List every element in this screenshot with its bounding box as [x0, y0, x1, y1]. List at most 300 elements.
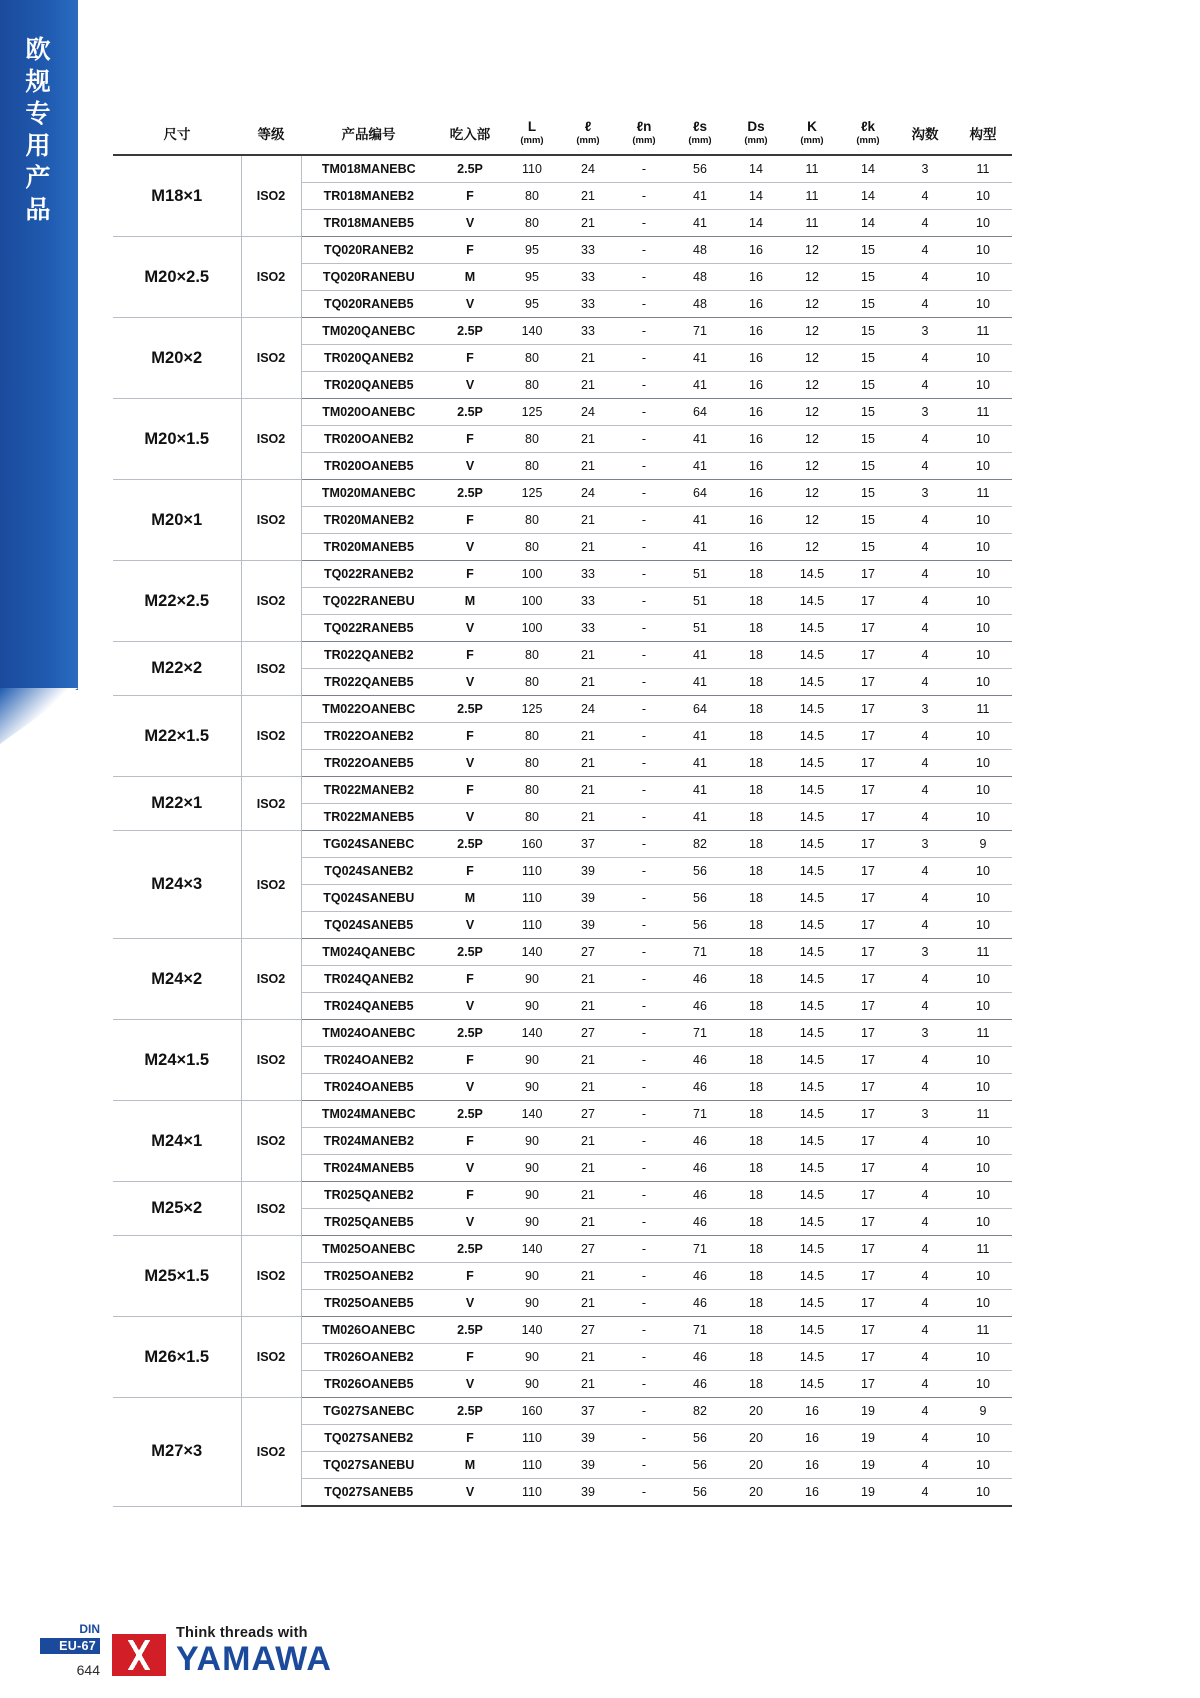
cell-value: -: [616, 183, 672, 210]
cell-chamfer: V: [436, 1074, 504, 1101]
cell-value: 110: [504, 885, 560, 912]
cell-value: 10: [954, 777, 1012, 804]
cell-value: 56: [672, 1479, 728, 1507]
table-header-cell: [616, 112, 672, 155]
cell-chamfer: M: [436, 1452, 504, 1479]
cell-value: 10: [954, 858, 1012, 885]
cell-value: 3: [896, 480, 954, 507]
cell-value: 10: [954, 1128, 1012, 1155]
cell-product-code: TQ022RANEB5: [301, 615, 436, 642]
cell-value: 14.5: [784, 993, 840, 1020]
cell-value: 17: [840, 858, 896, 885]
table-row[interactable]: [113, 1182, 1012, 1209]
cell-value: 14.5: [784, 723, 840, 750]
cell-value: 4: [896, 777, 954, 804]
cell-value: 10: [954, 885, 1012, 912]
cell-grade: ISO2: [241, 642, 301, 696]
cell-value: 10: [954, 1479, 1012, 1507]
cell-chamfer: V: [436, 372, 504, 399]
section-tab-char: 专: [25, 100, 53, 128]
cell-chamfer: M: [436, 588, 504, 615]
cell-value: -: [616, 777, 672, 804]
cell-value: 4: [896, 669, 954, 696]
cell-value: 46: [672, 1182, 728, 1209]
cell-value: 46: [672, 993, 728, 1020]
cell-value: 41: [672, 804, 728, 831]
cell-value: 110: [504, 1479, 560, 1507]
table-row[interactable]: [113, 1236, 1012, 1263]
cell-value: 14.5: [784, 777, 840, 804]
cell-value: 17: [840, 966, 896, 993]
cell-value: 21: [560, 1344, 616, 1371]
cell-value: 11: [954, 939, 1012, 966]
cell-value: 21: [560, 1371, 616, 1398]
cell-value: 46: [672, 1371, 728, 1398]
cell-value: 39: [560, 858, 616, 885]
cell-value: -: [616, 1020, 672, 1047]
cell-value: 27: [560, 939, 616, 966]
cell-value: 33: [560, 264, 616, 291]
cell-value: 27: [560, 1236, 616, 1263]
cell-value: 71: [672, 1020, 728, 1047]
cell-chamfer: F: [436, 1425, 504, 1452]
cell-product-code: TQ024SANEBU: [301, 885, 436, 912]
cell-value: 12: [784, 318, 840, 345]
cell-value: -: [616, 1074, 672, 1101]
cell-value: 12: [784, 399, 840, 426]
cell-value: 100: [504, 588, 560, 615]
cell-value: 18: [728, 723, 784, 750]
cell-value: 17: [840, 642, 896, 669]
cell-value: -: [616, 588, 672, 615]
table-row[interactable]: [113, 1101, 1012, 1128]
cell-value: 3: [896, 155, 954, 183]
cell-grade: ISO2: [241, 480, 301, 561]
cell-value: 14.5: [784, 588, 840, 615]
cell-value: 18: [728, 1236, 784, 1263]
cell-size: M22×1.5: [113, 696, 241, 777]
cell-chamfer: V: [436, 291, 504, 318]
cell-value: 18: [728, 939, 784, 966]
cell-value: 17: [840, 669, 896, 696]
cell-value: 4: [896, 1263, 954, 1290]
cell-chamfer: V: [436, 534, 504, 561]
cell-value: 21: [560, 669, 616, 696]
cell-value: 10: [954, 561, 1012, 588]
cell-product-code: TM026OANEBC: [301, 1317, 436, 1344]
table-header-cell: [840, 112, 896, 155]
spec-table-wrapper: [113, 112, 1003, 1507]
cell-value: 15: [840, 453, 896, 480]
cell-grade: ISO2: [241, 1236, 301, 1317]
cell-chamfer: F: [436, 1182, 504, 1209]
section-tab: [0, 0, 78, 690]
cell-value: 11: [784, 210, 840, 237]
header-label: ℓ: [584, 119, 592, 134]
cell-value: 27: [560, 1020, 616, 1047]
cell-value: -: [616, 1209, 672, 1236]
cell-value: -: [616, 1236, 672, 1263]
cell-value: 71: [672, 318, 728, 345]
cell-value: 11: [954, 696, 1012, 723]
cell-value: 33: [560, 588, 616, 615]
cell-size: M24×1.5: [113, 1020, 241, 1101]
cell-value: 21: [560, 1047, 616, 1074]
cell-value: 24: [560, 399, 616, 426]
table-row[interactable]: [113, 237, 1012, 264]
table-row[interactable]: [113, 696, 1012, 723]
page-number: 644: [76, 1662, 100, 1678]
cell-value: 21: [560, 777, 616, 804]
table-row[interactable]: [113, 561, 1012, 588]
cell-value: 15: [840, 318, 896, 345]
cell-value: 10: [954, 1263, 1012, 1290]
cell-value: 14.5: [784, 1020, 840, 1047]
header-unit: (mm): [632, 135, 656, 146]
cell-value: 14.5: [784, 1101, 840, 1128]
cell-value: 21: [560, 210, 616, 237]
cell-value: -: [616, 831, 672, 858]
table-row[interactable]: [113, 777, 1012, 804]
cell-value: 18: [728, 912, 784, 939]
cell-product-code: TM024OANEBC: [301, 1020, 436, 1047]
cell-value: 80: [504, 750, 560, 777]
cell-size: M22×2: [113, 642, 241, 696]
cell-value: 18: [728, 858, 784, 885]
spec-table-head: [113, 112, 1012, 155]
cell-value: 41: [672, 210, 728, 237]
cell-value: 3: [896, 939, 954, 966]
cell-size: M25×2: [113, 1182, 241, 1236]
cell-product-code: TR024QANEB2: [301, 966, 436, 993]
cell-value: 20: [728, 1398, 784, 1425]
cell-chamfer: F: [436, 1128, 504, 1155]
brand-name: YAMAWA: [176, 1640, 332, 1678]
cell-value: 18: [728, 1209, 784, 1236]
cell-value: 37: [560, 831, 616, 858]
cell-value: 12: [784, 264, 840, 291]
table-row[interactable]: [113, 318, 1012, 345]
cell-value: 17: [840, 1371, 896, 1398]
cell-chamfer: F: [436, 561, 504, 588]
header-label: 尺寸: [163, 126, 191, 142]
cell-grade: ISO2: [241, 939, 301, 1020]
cell-value: 80: [504, 669, 560, 696]
cell-chamfer: 2.5P: [436, 1020, 504, 1047]
cell-chamfer: V: [436, 210, 504, 237]
cell-value: 160: [504, 831, 560, 858]
cell-value: -: [616, 480, 672, 507]
cell-value: 4: [896, 210, 954, 237]
cell-value: 41: [672, 669, 728, 696]
cell-value: 21: [560, 507, 616, 534]
cell-chamfer: F: [436, 642, 504, 669]
cell-value: 33: [560, 615, 616, 642]
cell-chamfer: F: [436, 777, 504, 804]
cell-value: 15: [840, 426, 896, 453]
cell-value: 18: [728, 1074, 784, 1101]
cell-chamfer: 2.5P: [436, 939, 504, 966]
cell-value: 21: [560, 426, 616, 453]
brand-text: [176, 1626, 332, 1677]
cell-value: 21: [560, 345, 616, 372]
cell-value: 51: [672, 561, 728, 588]
cell-value: -: [616, 750, 672, 777]
cell-product-code: TR018MANEB5: [301, 210, 436, 237]
cell-value: -: [616, 1398, 672, 1425]
cell-chamfer: V: [436, 804, 504, 831]
cell-value: 71: [672, 1236, 728, 1263]
cell-grade: ISO2: [241, 399, 301, 480]
cell-value: 4: [896, 1209, 954, 1236]
cell-product-code: TR024MANEB2: [301, 1128, 436, 1155]
cell-value: 140: [504, 318, 560, 345]
header-label: 吃入部: [449, 126, 491, 142]
cell-chamfer: 2.5P: [436, 1236, 504, 1263]
cell-value: 14: [728, 155, 784, 183]
cell-value: 4: [896, 264, 954, 291]
cell-value: 17: [840, 561, 896, 588]
cell-value: 48: [672, 237, 728, 264]
cell-value: 90: [504, 1209, 560, 1236]
cell-value: 17: [840, 588, 896, 615]
cell-value: 46: [672, 1263, 728, 1290]
cell-value: 14: [840, 183, 896, 210]
cell-value: 16: [728, 453, 784, 480]
cell-value: 17: [840, 696, 896, 723]
table-row[interactable]: [113, 642, 1012, 669]
cell-value: -: [616, 426, 672, 453]
cell-value: -: [616, 1290, 672, 1317]
cell-value: 3: [896, 1020, 954, 1047]
cell-value: 17: [840, 777, 896, 804]
cell-value: 14.5: [784, 669, 840, 696]
cell-product-code: TQ024SANEB5: [301, 912, 436, 939]
cell-value: 64: [672, 696, 728, 723]
cell-value: 21: [560, 1209, 616, 1236]
header-unit: (mm): [688, 135, 712, 146]
cell-product-code: TG024SANEBC: [301, 831, 436, 858]
cell-product-code: TM022OANEBC: [301, 696, 436, 723]
cell-value: 11: [784, 183, 840, 210]
cell-chamfer: V: [436, 993, 504, 1020]
cell-value: 4: [896, 1452, 954, 1479]
cell-value: 46: [672, 1155, 728, 1182]
cell-value: 10: [954, 912, 1012, 939]
cell-value: 18: [728, 750, 784, 777]
cell-value: 4: [896, 426, 954, 453]
cell-value: 12: [784, 534, 840, 561]
cell-value: 14.5: [784, 1290, 840, 1317]
cell-value: 21: [560, 642, 616, 669]
cell-value: 21: [560, 183, 616, 210]
header-label: Ds: [747, 119, 765, 134]
cell-value: 4: [896, 1317, 954, 1344]
cell-value: 3: [896, 831, 954, 858]
cell-value: -: [616, 696, 672, 723]
cell-value: -: [616, 1344, 672, 1371]
cell-value: 14.5: [784, 696, 840, 723]
cell-value: 39: [560, 1425, 616, 1452]
cell-value: 10: [954, 534, 1012, 561]
table-row[interactable]: [113, 155, 1012, 183]
table-row[interactable]: [113, 939, 1012, 966]
cell-value: 3: [896, 696, 954, 723]
cell-value: 16: [728, 318, 784, 345]
cell-value: 14.5: [784, 1047, 840, 1074]
cell-value: -: [616, 345, 672, 372]
cell-product-code: TR026OANEB5: [301, 1371, 436, 1398]
cell-value: 19: [840, 1452, 896, 1479]
cell-value: 71: [672, 1101, 728, 1128]
cell-value: -: [616, 534, 672, 561]
standard-badge: [40, 1623, 100, 1654]
table-row[interactable]: [113, 1398, 1012, 1425]
cell-value: 16: [728, 534, 784, 561]
cell-value: 33: [560, 237, 616, 264]
cell-value: -: [616, 804, 672, 831]
cell-chamfer: V: [436, 669, 504, 696]
cell-value: -: [616, 1101, 672, 1128]
cell-value: 110: [504, 1425, 560, 1452]
cell-value: 4: [896, 1155, 954, 1182]
cell-chamfer: F: [436, 1263, 504, 1290]
cell-size: M25×1.5: [113, 1236, 241, 1317]
header-label: ℓn: [636, 119, 652, 134]
cell-product-code: TM018MANEBC: [301, 155, 436, 183]
cell-value: 41: [672, 750, 728, 777]
cell-value: 4: [896, 588, 954, 615]
cell-value: 90: [504, 1128, 560, 1155]
cell-value: 17: [840, 1290, 896, 1317]
cell-value: 14.5: [784, 885, 840, 912]
cell-value: 15: [840, 507, 896, 534]
cell-value: 14.5: [784, 831, 840, 858]
cell-value: 14: [840, 210, 896, 237]
cell-value: -: [616, 1479, 672, 1507]
cell-grade: ISO2: [241, 777, 301, 831]
cell-value: 24: [560, 480, 616, 507]
cell-value: 16: [728, 426, 784, 453]
cell-grade: ISO2: [241, 318, 301, 399]
cell-value: 90: [504, 1155, 560, 1182]
cell-product-code: TR025OANEB5: [301, 1290, 436, 1317]
cell-size: M24×2: [113, 939, 241, 1020]
cell-value: 10: [954, 237, 1012, 264]
cell-chamfer: F: [436, 345, 504, 372]
cell-product-code: TR025QANEB2: [301, 1182, 436, 1209]
cell-value: 20: [728, 1479, 784, 1507]
cell-value: 80: [504, 426, 560, 453]
cell-value: 39: [560, 1452, 616, 1479]
cell-value: 10: [954, 291, 1012, 318]
cell-value: 11: [954, 399, 1012, 426]
cell-value: 95: [504, 264, 560, 291]
cell-size: M20×2: [113, 318, 241, 399]
standard-name: DIN: [40, 1623, 100, 1637]
cell-product-code: TQ022RANEB2: [301, 561, 436, 588]
cell-value: 27: [560, 1101, 616, 1128]
cell-value: 90: [504, 1263, 560, 1290]
cell-value: -: [616, 1317, 672, 1344]
cell-value: 10: [954, 669, 1012, 696]
cell-value: 18: [728, 1020, 784, 1047]
cell-product-code: TQ027SANEB2: [301, 1425, 436, 1452]
cell-product-code: TR024QANEB5: [301, 993, 436, 1020]
spec-table: [113, 112, 1012, 1507]
cell-value: 90: [504, 1182, 560, 1209]
cell-value: 80: [504, 804, 560, 831]
header-label: ℓs: [692, 119, 708, 134]
cell-value: 10: [954, 750, 1012, 777]
cell-product-code: TQ020RANEB2: [301, 237, 436, 264]
cell-value: 14.5: [784, 912, 840, 939]
section-tab-char: 品: [25, 196, 53, 224]
cell-value: 82: [672, 831, 728, 858]
cell-value: 12: [784, 426, 840, 453]
cell-value: -: [616, 912, 672, 939]
table-row[interactable]: [113, 1020, 1012, 1047]
cell-value: 16: [728, 399, 784, 426]
cell-value: -: [616, 1452, 672, 1479]
header-label: 产品编号: [341, 126, 396, 142]
cell-grade: ISO2: [241, 696, 301, 777]
cell-value: 14.5: [784, 1236, 840, 1263]
cell-value: 15: [840, 372, 896, 399]
header-label: 构型: [969, 126, 997, 142]
cell-value: 17: [840, 912, 896, 939]
cell-value: -: [616, 1425, 672, 1452]
table-row[interactable]: [113, 831, 1012, 858]
header-unit: (mm): [800, 135, 824, 146]
cell-value: 10: [954, 1452, 1012, 1479]
cell-value: 4: [896, 1074, 954, 1101]
table-header-cell: [301, 112, 436, 155]
section-tab-char: 产: [25, 164, 53, 192]
cell-chamfer: F: [436, 723, 504, 750]
cell-value: 71: [672, 1317, 728, 1344]
cell-value: 21: [560, 1182, 616, 1209]
cell-value: 17: [840, 1128, 896, 1155]
cell-value: 10: [954, 966, 1012, 993]
cell-product-code: TR022QANEB5: [301, 669, 436, 696]
cell-value: -: [616, 264, 672, 291]
cell-product-code: TR025QANEB5: [301, 1209, 436, 1236]
cell-grade: ISO2: [241, 1101, 301, 1182]
table-row[interactable]: [113, 480, 1012, 507]
cell-value: 21: [560, 966, 616, 993]
cell-value: 4: [896, 885, 954, 912]
cell-value: 4: [896, 912, 954, 939]
cell-value: 14.5: [784, 1344, 840, 1371]
table-row[interactable]: [113, 399, 1012, 426]
cell-value: 18: [728, 1047, 784, 1074]
cell-value: -: [616, 642, 672, 669]
cell-value: -: [616, 1155, 672, 1182]
cell-value: 21: [560, 804, 616, 831]
cell-value: 17: [840, 993, 896, 1020]
cell-chamfer: V: [436, 1209, 504, 1236]
cell-value: 18: [728, 993, 784, 1020]
table-row[interactable]: [113, 1317, 1012, 1344]
cell-value: 64: [672, 480, 728, 507]
cell-value: 110: [504, 912, 560, 939]
cell-value: 18: [728, 1128, 784, 1155]
cell-value: 10: [954, 1344, 1012, 1371]
cell-value: 18: [728, 1317, 784, 1344]
cell-value: -: [616, 669, 672, 696]
cell-value: 10: [954, 372, 1012, 399]
